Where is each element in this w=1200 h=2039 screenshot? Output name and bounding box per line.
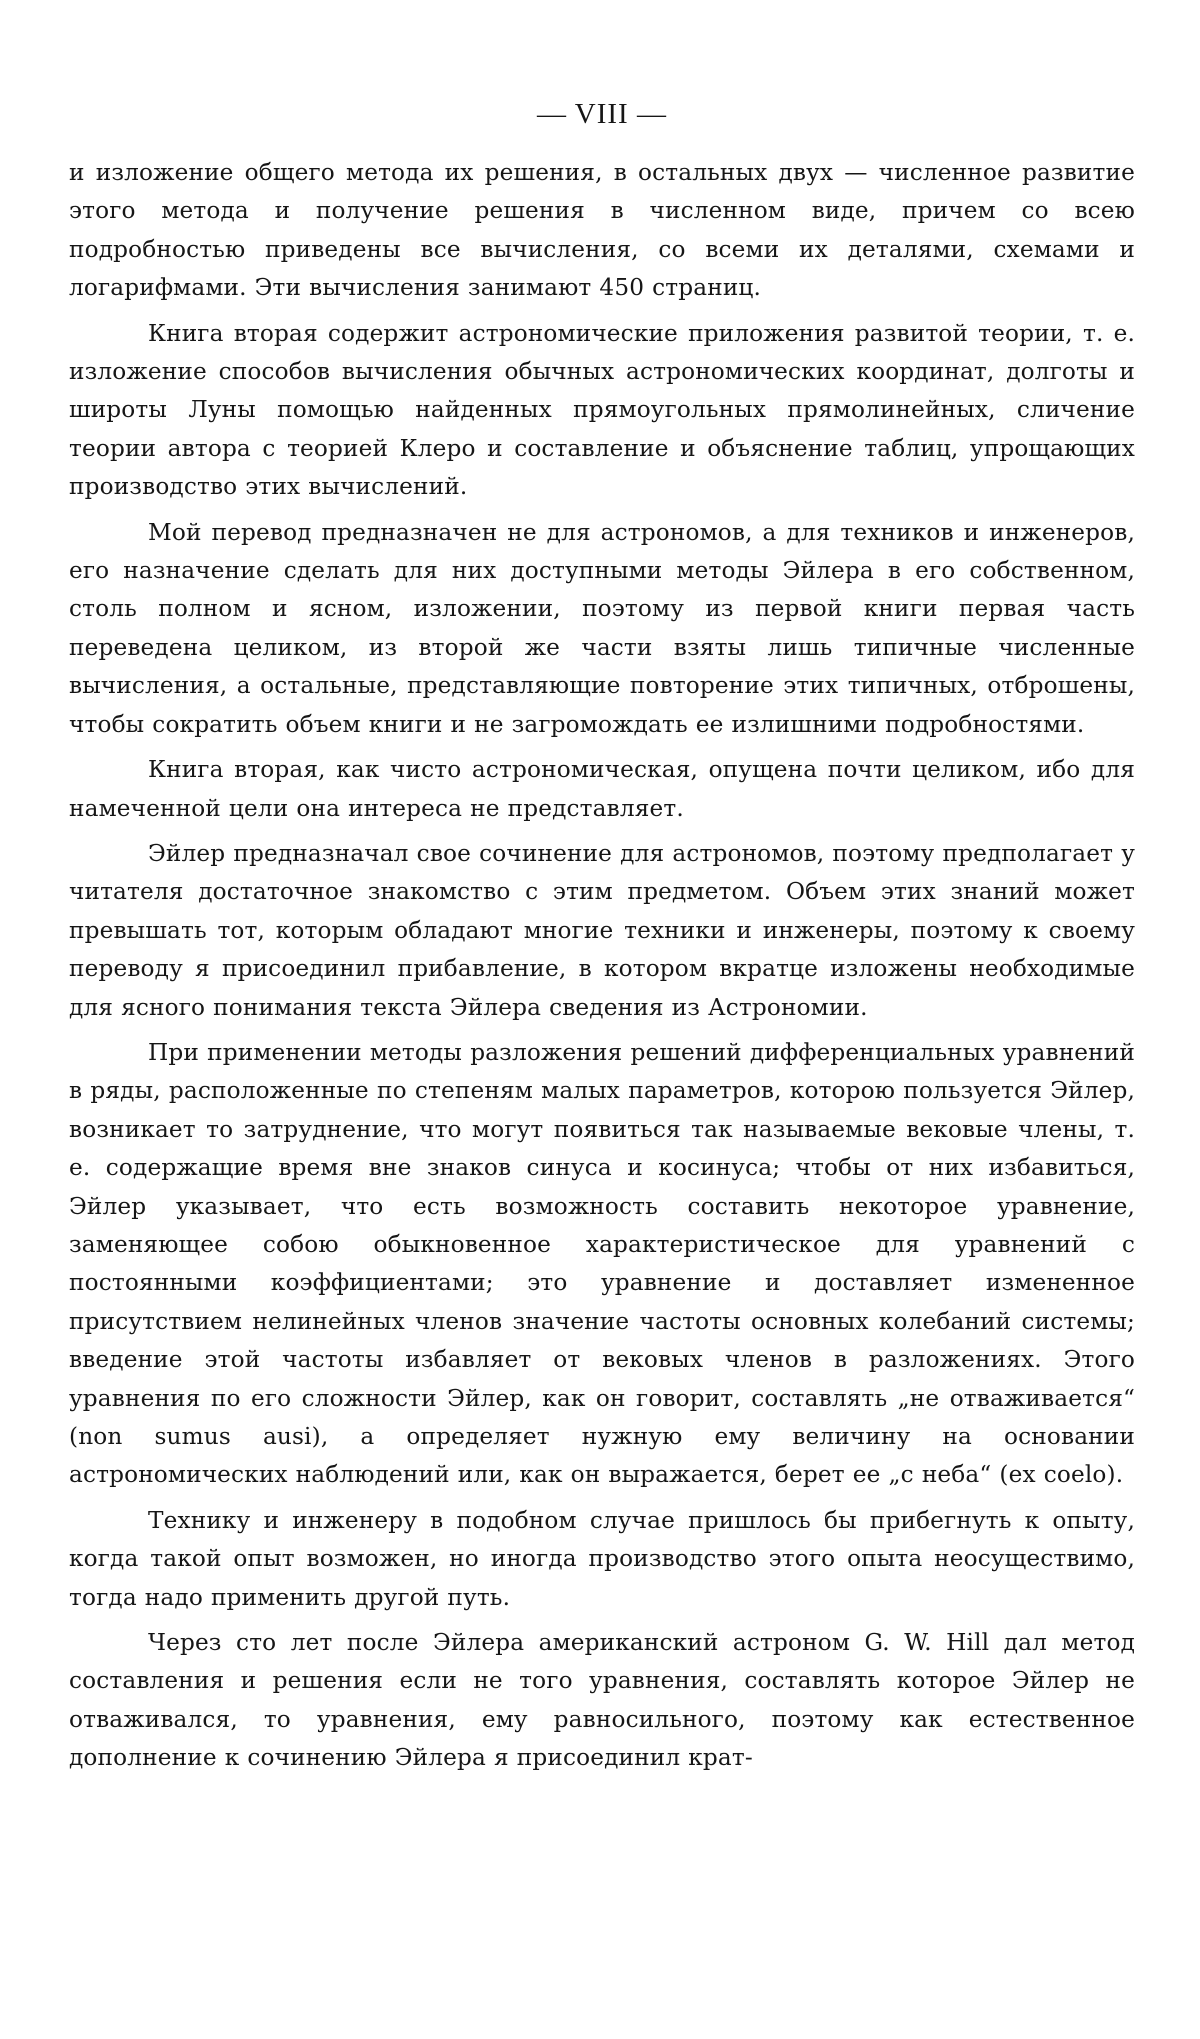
paragraph: Технику и инженеру в подобном случае пришлось бы прибегнуть к опыту, когда такой опыт возможен, но иногда производство этого опыта неосуществимо, тогда надо применить другой путь. [69, 1506, 1135, 1611]
paragraph: Книга вторая содержит астрономические приложения развитой теории, т. е. изложение способов вычисления обычных астрономических координат, долготы и широты Луны помощью найденных прямоугольных прямолинейных, сличение теории автора с теорией Клеро и составление и объяснение таблиц, упрощающих производство этих вычислений. [69, 319, 1135, 501]
paragraph: При применении методы разложения решений дифференциальных уравнений в ряды, расположенные по степеням малых параметров, которою пользуется Эйлер, возникает то затруднение, что могут появиться так называемые вековые члены, т. е. содержащие время вне знаков синуса и косинуса; чтобы от них избавиться, Эйлер указывает, что есть возможность составить некоторое уравнение, заменяющее собою обыкновенное характеристическое для уравнений с постоянными коэффициентами; это уравнение и доставляет измененное присутствием нелинейных членов значение частоты основных колебаний системы; введение этой частоты избавляет от вековых членов в разложениях. Этого уравнения по его сложности Эйлер, как он говорит, составлять „не отваживается“ (non sumus ausi), а определяет нужную ему величину на основании астрономических наблюдений или, как он выражается, берет ее „с неба“ (ex coelo). [69, 1038, 1135, 1489]
paragraph: и изложение общего метода их решения, в остальных двух — численное развитие этого метода и получение решения в численном виде, причем со всею подробностью приведены все вычисления, со всеми их деталями, схемами и логарифмами. Эти вычисления занимают 450 страниц. [69, 159, 1135, 302]
page-number: — VIII — [537, 98, 667, 130]
document-page [69, 96, 1135, 1785]
paragraph: Книга вторая, как чисто астрономическая, опущена почти целиком, ибо для намеченной цели она интереса не представляет. [69, 756, 1135, 822]
paragraph: Через сто лет после Эйлера американский астроном G. W. Hill дал метод составления и решения если не того уравнения, составлять которое Эйлер не отваживался, то уравнения, ему равносильного, поэтому как естественное дополнение к сочинению Эйлера я присоединил крат- [69, 1629, 1135, 1772]
paragraph: Эйлер предназначал свое сочинение для астрономов, поэтому предполагает у читателя достаточное знакомство с этим предметом. Объем этих знаний может превышать тот, которым обладают многие техники и инженеры, поэтому к своему переводу я присоединил прибавление, в котором вкратце изложены необходимые для ясного понимания текста Эйлера сведения из Астрономии. [69, 839, 1135, 1021]
paragraph: Мой перевод предназначен не для астрономов, а для техников и инженеров, его назначение сделать для них доступными методы Эйлера в его собственном, столь полном и ясном, изложении, поэтому из первой книги первая часть переведена целиком, из второй же части взяты лишь типичные численные вычисления, а остальные, представляющие повторение этих типичных, отброшены, чтобы сократить объем книги и не загромождать ее излишними подробностями. [69, 518, 1135, 738]
